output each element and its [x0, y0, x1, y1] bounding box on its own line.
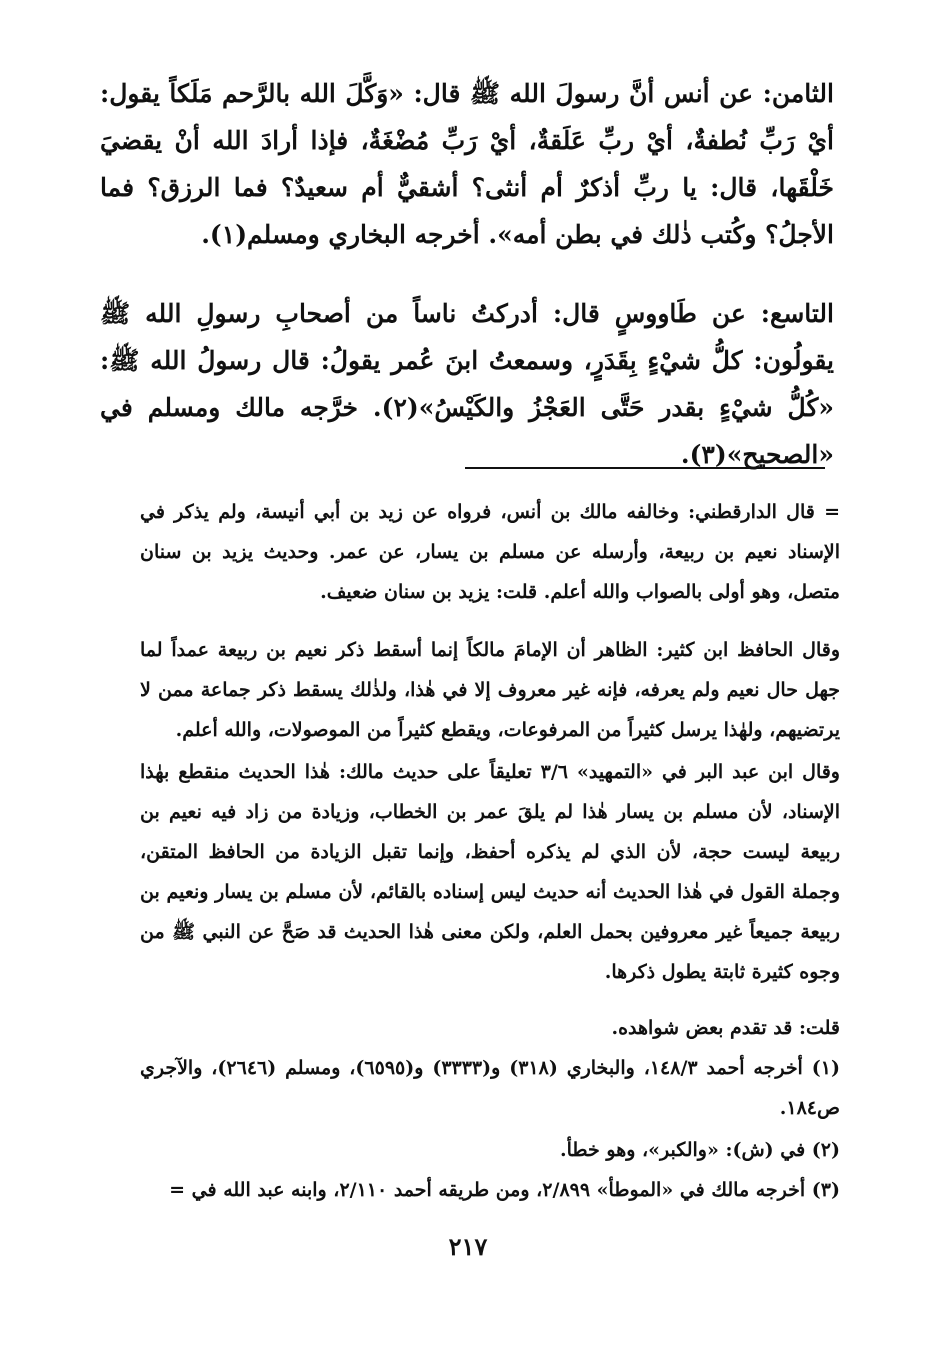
- footnote-continuation-ibn-abd-al-barr: وقال ابن عبد البر في «التمهيد» ٣/٦ تعليقاً على حديث مالك: هٰذا الحديث منقطع بهٰذا الإسناد، لأن مسلم بن يسار هٰذا لم يلقَ عمر بن الخطاب، وزيادة من زاد فيه نعيم بن ربيعة ليست حجة، لأن الذي لم يذكره أحفظ، وإنما تقبل الزيادة من الحافظ المتقن، وجملة القول في هٰذا الحديث أنه حديث ليس إسناده بالقائم، لأن مسلم بن يسار ونعيم بن ربيعة جميعاً غير معروفين بحمل العلم، ولكن معنى هٰذا الحديث قد صَحَّ عن النبي ﷺ من وجوه كثيرة ثابتة يطول ذكرها.: [140, 761, 840, 983]
- footnote-continuation-ibn-kathir: وقال الحافظ ابن كثير: الظاهر أن الإمامَ مالكاً إنما أسقط ذكر نعيم بن ربيعة عمداً لما جهل حال نعيم ولم يعرفه، فإنه غير معروف إلا في هٰذا، ولذٰلك يسقط ذكر جماعة ممن لا يرتضيهم، ولهٰذا يرسل كثيراً من المرفوعات، ويقطع كثيراً من الموصولات، والله أعلم.: [140, 639, 840, 741]
- footnote-continuation-daraqutni: = قال الدارقطني: وخالفه مالك بن أنس، فرواه عن زيد بن أبي أنيسة، ولم يذكر في الإسناد نعيم بن ربيعة، وأرسله عن مسلم بن يسار، عن عمر. وحديث يزيد بن سنان متصل، وهو أولى بالصواب والله أعلم. قلت: يزيد بن سنان ضعيف.: [140, 501, 840, 603]
- main-paragraph-eighth: الثامن: عن أنس أنَّ رسولَ الله ﷺ قال: «وَكَّلَ الله بالرَّحم مَلَكاً يقول: أيْ رَبِّ نُطفةٌ، أيْ ربِّ عَلَقةٌ، أيْ رَبِّ مُضْغَةٌ، فإذا أرادَ الله أنْ يقضيَ خَلْقَها، قال: يا ربِّ أذكرٌ أم أنثى؟ أشقيٌّ أم سعيدٌ؟ فما الرزق؟ فما الأجلُ؟ وكُتب ذٰلك في بطن أمه». أخرجه البخاري ومسلم(١).: [100, 79, 834, 249]
- main-paragraph-ninth: التاسع: عن طَاووسٍ قال: أدركتُ ناساً من أصحابِ رسولِ الله ﷺ يقولُون: كلُّ شيْءٍ بِقَدَرٍ، وسمعتُ ابنَ عُمر يقولُ: قال رسولُ الله ﷺ: «كُلُّ شيْءٍ بقدر حَتَّى العَجْزُ والكَيْسُ»(٢). خرَّجه مالك ومسلم في «الصحيح»(٣).: [100, 299, 834, 469]
- page-number: ٢١٧: [448, 1232, 488, 1261]
- footnote-1: (١) أخرجه أحمد ١٤٨/٣، والبخاري (٣١٨) و(٣٣٣٣) و(٦٥٩٥)، ومسلم (٢٦٤٦)، والآجري ص١٨٤.: [140, 1057, 840, 1119]
- footnote-2: (٢) في (ش): «والكبر»، وهو خطأ.: [560, 1139, 840, 1161]
- footnote-3: (٣) أخرجه مالك في «الموطأ» ٢/٨٩٩، ومن طريقه أحمد ٢/١١٠، وابنه عبد الله في =: [169, 1179, 840, 1201]
- footnote-separator: [465, 467, 825, 469]
- footnote-continuation-note: قلت: قد تقدم بعض شواهده.: [611, 1017, 840, 1039]
